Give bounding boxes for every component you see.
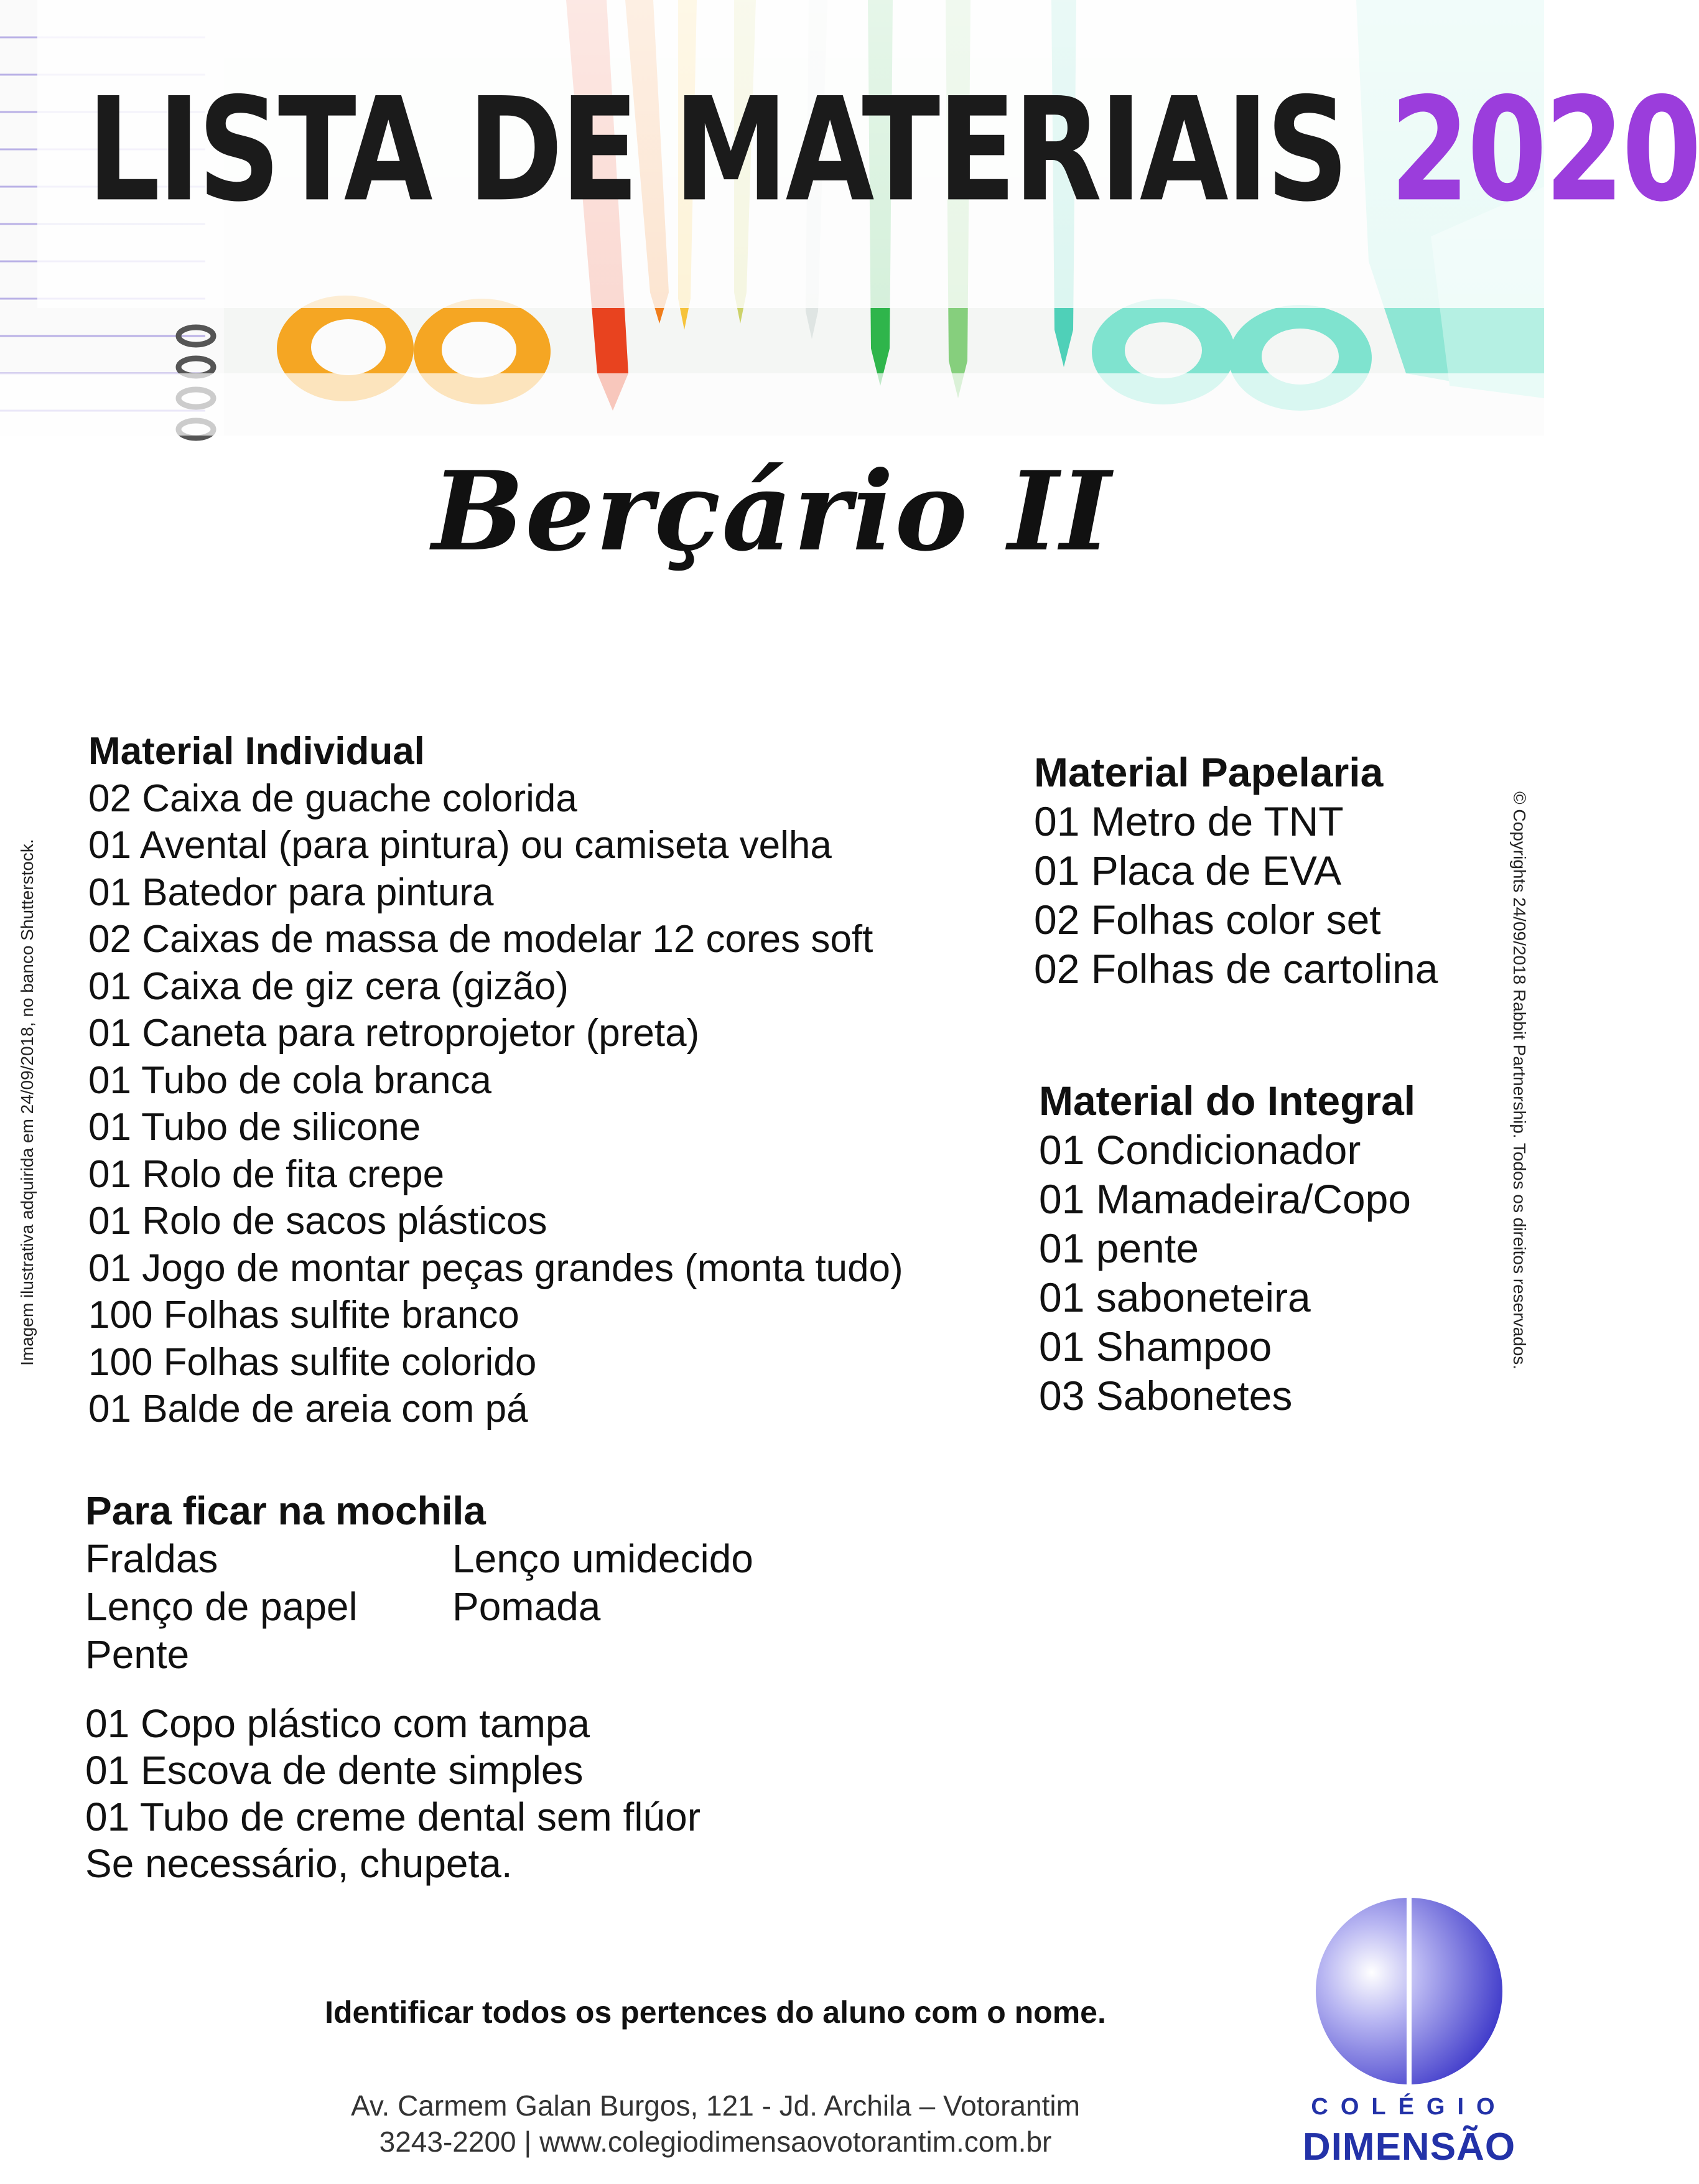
logo-word-colegio: COLÉGIO	[1311, 2094, 1507, 2120]
contact-line: 3243-2200 | www.colegiodimensaovotorantim.com.br	[379, 2126, 1052, 2158]
list-item: 01 Jogo de montar peças grandes (monta tudo)	[88, 1246, 903, 1290]
list-item: 01 Tubo de silicone	[88, 1106, 421, 1149]
list-item	[85, 1631, 486, 1679]
mochila-item: Lenço umidecido	[452, 1536, 753, 1581]
list-item: 01 Caixa de giz cera (gizão)	[88, 964, 569, 1008]
list-item: 02 Caixa de guache colorida	[88, 777, 577, 820]
list-item: 01 saboneteira	[1039, 1274, 1311, 1320]
title-main: LISTA DE MATERIAIS	[87, 67, 1347, 234]
identification-notice: Identificar todos os pertences do aluno com o nome.	[325, 1995, 1106, 2030]
image-credit-note: Imagem ilustrativa adquirida em 24/09/2018, no banco Shutterstock.	[17, 839, 37, 1366]
list-item: 02 Folhas color set	[1034, 897, 1381, 943]
mochila-section	[85, 1487, 753, 1679]
list-item	[85, 1583, 601, 1631]
list-item: 02 Folhas de cartolina	[1034, 946, 1438, 992]
section-heading: Material Individual	[88, 730, 425, 773]
list-item: 01 Condicionador	[1039, 1127, 1361, 1173]
mochila-item: Pente	[85, 1632, 190, 1677]
list-item: 01 Rolo de sacos plásticos	[88, 1200, 547, 1243]
list-item: 01 Batedor para pintura	[88, 870, 494, 914]
list-item: 01 Rolo de fita crepe	[88, 1152, 445, 1196]
list-item: 01 Balde de areia com pá	[88, 1388, 528, 1430]
list-item: 01 Placa de EVA	[1034, 847, 1342, 894]
section-heading: Para ficar na mochila	[85, 1488, 486, 1533]
title-year: 2020	[1390, 67, 1699, 234]
list-item: 01 Copo plástico com tampa	[85, 1701, 590, 1746]
material-individual-section	[88, 728, 903, 1433]
address-line: Av. Carmem Galan Burgos, 121 - Jd. Archila – Votorantim	[351, 2089, 1080, 2122]
list-item: 01 pente	[1039, 1225, 1199, 1271]
section-heading: Material Papelaria	[1034, 749, 1384, 795]
mochila-item: Pomada	[452, 1584, 601, 1629]
list-item: 01 Metro de TNT	[1034, 798, 1344, 844]
class-name: Berçário II	[432, 448, 1112, 576]
extras-section	[85, 1701, 701, 1887]
school-logo	[1297, 1888, 1521, 2175]
section-heading: Material do Integral	[1039, 1078, 1416, 1124]
list-item: Se necessário, chupeta.	[85, 1841, 513, 1886]
address-block	[0, 2088, 1431, 2160]
list-item: 02 Caixas de massa de modelar 12 cores soft	[88, 918, 873, 961]
logo-emblem-icon	[1297, 1888, 1521, 2088]
list-item: 01 Tubo de cola branca	[88, 1058, 492, 1102]
list-item: 01 Mamadeira/Copo	[1039, 1176, 1411, 1222]
material-papelaria-section	[1034, 748, 1438, 994]
list-item: 100 Folhas sulfite colorido	[88, 1340, 537, 1384]
logo-word-dimensao: DIMENSÃO	[1302, 2126, 1516, 2168]
copyright-note: © Copyrights 24/09/2018 Rabbit Partnership. Todos os direitos reservados.	[1510, 791, 1529, 1370]
list-item: 01 Escova de dente simples	[85, 1748, 584, 1793]
material-integral-section	[1039, 1076, 1415, 1421]
list-item	[85, 1535, 753, 1583]
list-item: 01 Shampoo	[1039, 1323, 1272, 1370]
page-title	[87, 67, 1699, 234]
list-item: 01 Avental (para pintura) ou camiseta velha	[88, 824, 832, 867]
list-item: 03 Sabonetes	[1039, 1373, 1293, 1419]
list-item: 01 Tubo de creme dental sem flúor	[85, 1794, 701, 1839]
mochila-item: Lenço de papel	[85, 1584, 358, 1629]
list-item: 01 Caneta para retroprojetor (preta)	[88, 1012, 700, 1055]
list-item: 100 Folhas sulfite branco	[88, 1294, 519, 1337]
mochila-item: Fraldas	[85, 1536, 218, 1581]
